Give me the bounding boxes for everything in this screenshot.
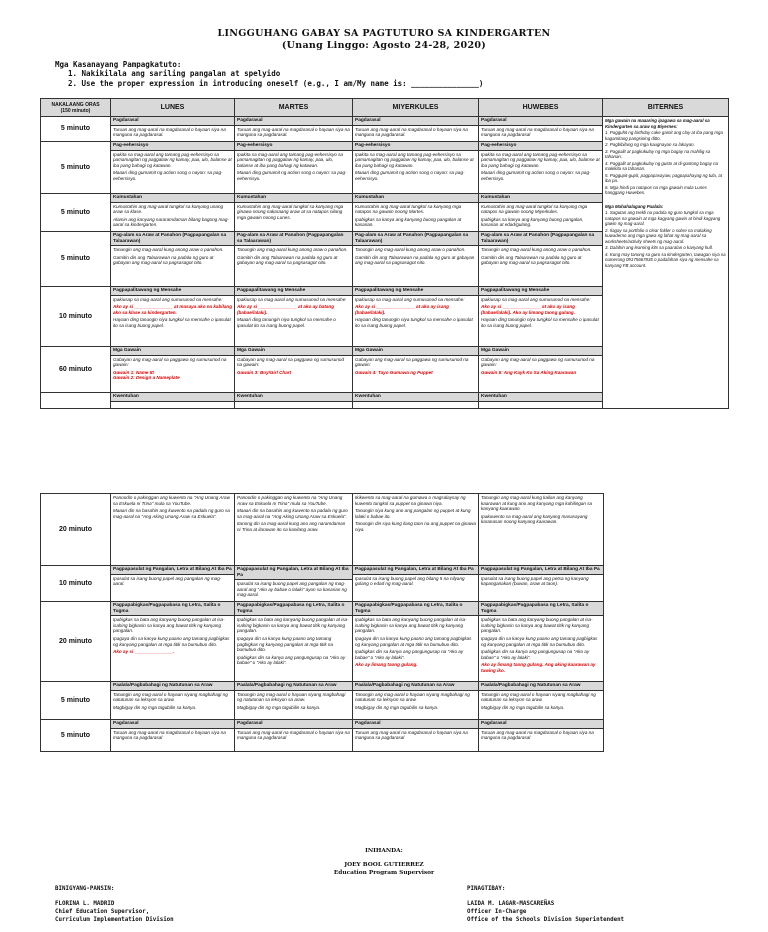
activity-text (235, 402, 352, 404)
activity-heading: Pag-eehersisyo (235, 142, 352, 151)
activity-cell (235, 286, 353, 346)
prepared-title: Education Program Supervisor (333, 870, 435, 876)
activity-paragraph: Gabayan ang mag-aaral sa paggawa ng sumusunod na gawain: (481, 356, 595, 368)
activity-text (111, 691, 234, 714)
approved-title-2: Office of the Schools Division Superintendent (467, 917, 625, 923)
activity-paragraph: Tanungin ang mag-aaral kung anong araw o panahon. (113, 247, 224, 253)
activity-heading: Kwentuhan (235, 393, 352, 402)
activity-paragraph: Ipakiusap sa mag-aaral ang sumusunod na mensahe: (113, 296, 223, 302)
friday-intro: Mga gawain na maaaring ipagawa sa mag-aaral sa Kindergarten sa araw ng Biyernes: (605, 118, 710, 129)
weekly-plan-table-2 (40, 493, 604, 752)
activity-paragraph: Maaari din na basahin ang kuwento na padala ng guro sa mag-aaral na "Ang Aking Unang Araw sa Eskuela". (113, 508, 230, 519)
activity-paragraph: Maaari ding gumamit ng action song o nayon: sa pag-eehersisyo. (237, 170, 347, 181)
prepared-name: JOEY BOOL GUTIERREZ (344, 862, 424, 868)
activity-heading: Pagpapasulat ng Pangalan, Letra at Bilang At Iba Pa (111, 566, 234, 575)
document-subtitle: (Unang Linggo: Agosto 24-28, 2020) (281, 40, 487, 51)
objectives-label: Mga Kasanayang Pampagkatuto: (55, 60, 182, 69)
activity-highlight: Gawain 4: Tayo Gumawa ng Puppet (355, 369, 433, 375)
activity-paragraph: Tanungin ang mag-aaral o hayaan siyang magbahagi ng natutunan sa leksyon sa araw. (113, 691, 228, 703)
friday-item: 6. Mga hindi pa natapos na mga gawain mula Lunes hanggang Huwebes. (605, 184, 707, 195)
activity-text (111, 575, 234, 590)
activity-cell (235, 231, 353, 286)
activity-heading: Kwentuhan (353, 393, 478, 402)
activity-text (479, 151, 602, 185)
time-cell: 5 minuto (41, 142, 111, 194)
activity-paragraph: Tanungin ang mag-aaral o hayaan siyang magbahagi ng natutunan sa leksyon sa araw. (481, 691, 596, 703)
day-header-tuesday: MARTES (235, 99, 353, 117)
activity-highlight: Ako ay limang taong gulang. Ang aking kaarawan ay tuwing iko. (481, 662, 596, 673)
activity-paragraph: Ipabigkas sa bata ang kanyang buong pangalan at isa-isahing bigkasin sa kanya ang bawat titik ng kanyang pangalan. (355, 617, 467, 634)
activity-heading: Pagdarasal (353, 720, 478, 729)
activity-paragraph: Turuan ang mag-aaral na magdarasal o hayaan siya na manguna sa pagdarasal. (355, 126, 468, 138)
activity-paragraph: Ipakiusap sa mag-aaral ang sumusunod na mensahe: (237, 296, 347, 302)
activity-paragraph: Itanong din sa mag-aaral kung ano ang naramdaman ni Trina at ilarawan ito sa kanilang araw. (237, 521, 346, 532)
activity-text (479, 691, 603, 714)
activity-text (353, 246, 478, 269)
friday-item: 2. Pagbibilang ng mga kaugnayan sa lakayan. (605, 142, 695, 147)
activity-paragraph: Ipagaya din sa kanya kung paano ang tamang pagbigkas ng kanyang pangalan at mga titik na bumubuo dito. (237, 635, 334, 653)
activity-paragraph: Ipasulat sa isang buong papel ang petsa ng kanyang kapanganakan (buwan, araw at taon). (481, 575, 589, 587)
activity-cell (235, 681, 353, 719)
activity-cell (235, 719, 353, 751)
time-cell: 20 minuto (41, 601, 111, 681)
activity-text (111, 203, 234, 231)
table-row (41, 719, 604, 751)
activity-paragraph: Ipabigkas sa kanya ang kanyang buong pangalan, kasarian at edad/gulang. (481, 216, 584, 228)
time-header: NAKALAANG ORAS (150 minuto) (41, 99, 111, 117)
activity-heading: Pagdarasal (479, 117, 602, 126)
activity-heading: Pagdarasal (353, 117, 478, 126)
day-header-friday: BITERNES (603, 99, 729, 117)
activity-text (479, 575, 603, 590)
activity-heading: Paalala/Pagbabahagi ng Natutunan sa Araw (111, 682, 234, 691)
day-header-monday: LUNES (111, 99, 235, 117)
activity-paragraph: Tanungin ang mag-aaral kung anong araw o panahon. (355, 247, 466, 253)
activity-heading: Pagpapasulat ng Pangalan, Letra at Bilang At Iba Pa (479, 566, 603, 575)
day-header-wednesday: MIYERKULES (353, 99, 479, 117)
friday-item: 5. Paggupit-gupit, pagpapasayaw, pagpapahayag ng tula, at iba pa. (605, 172, 722, 183)
activity-cell (479, 719, 604, 751)
activity-text (353, 402, 478, 404)
activity-paragraph: Ipabigkas sa bata ang kanyang buong pangalan at isa-isahing bigkasin sa kanya ang bawat titik ng kanyang pangalan. (481, 617, 593, 634)
objective-item-2: 2. Use the proper expression in introducing oneself (e.g., I am/My name is: _______________) (68, 79, 484, 88)
activity-heading: Pag-alam sa Araw at Panahon (Pagpapangalan sa Talaarawan) (235, 232, 352, 246)
activity-cell (479, 286, 603, 346)
activity-text (235, 580, 352, 601)
activity-text (111, 151, 234, 185)
reminder-item: 2. Ilagay sa portfolio o clear folder o sobre na malaking kuwaderno ang mga gawa ng lahat ng mag-aaral sa worksheets/activity sheets ng mag-aaral. (605, 227, 712, 244)
activity-heading: Pagpapabigkas/Pagpapabasa ng Letra, Salita o Tugma (353, 602, 478, 616)
activity-text (235, 203, 352, 224)
activity-highlight: Ako ay si _______________. (113, 649, 175, 655)
activity-text (479, 616, 603, 676)
time-cell: 5 minuto (41, 681, 111, 719)
activity-paragraph: Gabayan ang mag-aaral sa paggawa ng sumusunod na gawain: (355, 356, 469, 368)
activity-highlight: Ako ay si _______________ at masaya ako na kabilang ako sa klase sa kindergarten. (113, 304, 233, 315)
activity-heading: Pagpapalitawang ng Mensahe (111, 287, 234, 296)
activity-text (353, 296, 478, 332)
activity-text (111, 246, 234, 269)
activity-paragraph: Turuan ang mag-aaral na magdarasal o hayaan siya na manguna sa pagdarasal (237, 729, 350, 741)
activity-highlight: Ako ay si _______________ at ako ay isang (babae/lalaki). Ako ay limang taong gulang. (481, 304, 576, 315)
activity-text (111, 402, 234, 404)
activity-heading: Kumustahan (479, 194, 602, 203)
friday-item: 4. Paggalit at pagkukulay ng gusto at di-gustong bagay na makikita sa tahanan. (605, 160, 719, 171)
activity-cell (353, 286, 479, 346)
activity-text (235, 151, 352, 185)
activity-cell (479, 392, 603, 408)
reminder-item: 4. Kung may tanong sa guro sa kindergarten, tawagan siya sa numerong 09175667835 o padalahan siya ng mensahe sa kanyang FB account. (605, 251, 726, 268)
activity-text (235, 246, 352, 269)
activity-cell (479, 494, 604, 566)
approved-label: PINAGTIBAY: (467, 886, 506, 892)
activity-text (111, 616, 234, 658)
activity-text (353, 729, 478, 744)
activity-paragraph: Ipabigkas sa bata ang kanyang buong pangalan at isa-isahing bigkasin sa kanya ang bawat titik ng kanyang pangalan. (237, 617, 349, 634)
activity-cell (111, 231, 235, 286)
activity-paragraph: Ipabigkas din sa kanya ang pangungusap na "Ako ay babae" o "Ako ay lalaki". (355, 649, 464, 660)
activity-cell (111, 719, 235, 751)
activity-paragraph: Gabayan ang mag-aaral sa paggawa ng sumusunod na gawain: (237, 356, 345, 368)
activity-heading: Pagdarasal (479, 720, 603, 729)
activity-highlight: Ako ay si _______________ at ako ay batang (babae/lalaki). (237, 304, 335, 315)
activity-cell (353, 566, 479, 602)
activity-text (235, 296, 352, 332)
activity-heading: Pagpapalitawang ng Mensahe (479, 287, 602, 296)
activity-heading: Pagdarasal (235, 117, 352, 126)
activity-cell (235, 194, 353, 232)
activity-cell (111, 346, 235, 392)
activity-paragraph: Magbigay din ng mga tagubilin sa kanya. (355, 704, 439, 710)
activity-paragraph: Ipabigkas sa bata ang kanyang buong pangalan at isa-isahing bigkasin sa kanya ang bawat titik ng kanyang pangalan. (113, 617, 225, 634)
activity-paragraph: Ipabigkas sa kanya ang kanyang buong pangalan at kasarian. (355, 216, 462, 228)
activity-paragraph: Tanungin ang mag-aaral kung anong araw o panahon. (481, 247, 592, 253)
activity-cell (235, 566, 353, 602)
activity-paragraph: Ipakiusap sa mag-aaral ang sumusunod na mensahe: (355, 296, 465, 302)
activity-cell (479, 601, 604, 681)
activity-cell (235, 142, 353, 194)
activity-heading: Pagpapabigkas/Pagpapabasa ng Letra, Salita o Tugma (479, 602, 603, 616)
reminders-title: Mga Mahahalagang Paalala: (605, 203, 664, 209)
activity-cell (235, 392, 353, 408)
activity-paragraph: Gamitin din ang Talaarawan na padala ng guro at gabayan ang mag-aaral sa pagsasagot nito. (113, 254, 214, 266)
activity-paragraph: Hayaan ding tanungin niya tungkol sa mensahe o ipasulat ito sa isang buong papel. (113, 317, 231, 328)
activity-text (111, 296, 234, 332)
activity-cell (479, 681, 604, 719)
time-cell: 5 minuto (41, 719, 111, 751)
activity-text (479, 494, 603, 528)
activity-paragraph: Tanungin ang mag-aaral kung kailan ang kanyang kaarawan at kung ano ang kanyang mga kahilingan sa kanyang kaarawan. (481, 495, 593, 512)
activity-cell (353, 601, 479, 681)
activity-paragraph: Tanungin ang mag-aaral kung anong araw o panahon. (237, 247, 348, 253)
activity-paragraph: Maaari ding gumamit ng action song o nayon: sa pag-eehersisyo. (481, 170, 591, 181)
activity-paragraph: Gamitin din ang Talaarawan na padala ng guro at gabayan ang mag-aaral sa pagsasagot nito. (237, 254, 338, 266)
activity-cell (479, 346, 603, 392)
activity-heading: Mga Gawain (235, 347, 352, 356)
activity-cell (235, 494, 353, 566)
activity-text (479, 356, 602, 379)
activity-cell (111, 601, 235, 681)
approved-title-1: Officer In-Charge (467, 909, 527, 915)
friday-notes (603, 117, 729, 409)
activity-paragraph: Gabayan ang mag-aaral sa paggawa ng sumusunod na gawain: (113, 356, 227, 368)
activity-heading: Pagpapabigkas/Pagpapabasa ng Letra, Salita o Tugma (111, 602, 234, 616)
activity-paragraph: Ipasulat sa isang buong papel ang pangalan ng mag-aaral ang "Ako ay babae o lalaki" ayon sa kasarian ng mag-aaral. (237, 581, 347, 598)
activity-cell (479, 117, 603, 142)
activity-cell (479, 142, 603, 194)
activity-paragraph: Turuan ang mag-aaral na magdarasal o hayaan siya na manguna sa pagdarasal. (113, 126, 226, 138)
activity-paragraph: Gamitin din ang Talaarawan na padala ng guro at gabayan ang mag-aaral sa pagsasagot nito. (481, 254, 582, 266)
activity-heading: Pagpapalitawang ng Mensahe (353, 287, 478, 296)
activity-cell (111, 286, 235, 346)
activity-cell (353, 494, 479, 566)
activity-paragraph: Kumustahin ang mag-aaral tungkol sa kanyang mga natapos na gawain noong Miyerkules. (481, 203, 588, 215)
activity-text (479, 203, 602, 231)
activity-heading: Kwentuhan (479, 393, 602, 402)
activity-paragraph: Tanungin din siya kung ilang taon na ang puppet na ginawa niya. (355, 521, 476, 532)
activity-highlight: Gawain 5: Ang Kayk Ko Sa Aking Kaarawan (481, 369, 577, 375)
activity-heading: Pag-eehersisyo (479, 142, 602, 151)
friday-item: 3. Pagpalit at pagkukulay ng mga bagay na mahilig sa tahanan. (605, 148, 711, 159)
activity-heading: Pag-alam sa Araw at Panahon (Pagpapangalan sa Talaarawan) (479, 232, 602, 246)
activity-paragraph: Turuan ang mag-aaral na magdarasal o hayaan siya na manguna sa pagdarasal (481, 126, 594, 138)
time-cell (41, 392, 111, 408)
activity-heading: Paalala/Pagbabahagi ng Natutunan sa Araw (235, 682, 352, 691)
activity-cell (353, 346, 479, 392)
activity-text (353, 203, 478, 231)
activity-paragraph: Ipagaya din sa kanya kung paano ang tamang pagbigkas ng kanyang pangalan at mga titik na bumubuo dito. (113, 635, 230, 647)
activity-paragraph: Kumustahin ang mag-aaral tungkol sa kanyang mga natapos na gawain noong Martes. (355, 203, 462, 215)
activity-cell (235, 117, 353, 142)
activity-paragraph: Gamitin din ang Talaarawan na padala ng guro at gabayan ang mag-aaral sa pagsasagot nito. (355, 254, 475, 266)
time-cell: 60 minuto (41, 346, 111, 392)
activity-paragraph: Ipabigkas din sa kanya ang pangungusap na "Ako ay babae" o "Ako ay lalaki". (237, 654, 346, 666)
activity-heading: Kwentuhan (111, 393, 234, 402)
activity-paragraph: Ipakita sa mag-aaral ang tamang pag-eehersisyo sa pamamagitan ng paggalaw ng kamay, paa, ulo, balanse at iba pang bahagi ng katawan. (355, 151, 474, 168)
activity-text (111, 729, 234, 744)
reviewed-title-2: Curriculum Implementation Division (55, 917, 174, 923)
activity-cell (479, 231, 603, 286)
activity-paragraph: Ipabigkas din sa kanya ang pangungusap na "Ako ay babae" o "Ako ay lalaki". (481, 649, 590, 660)
activity-paragraph: Turuan ang mag-aaral na magdarasal o hayaan siya na manguna sa pagdarasal (355, 729, 468, 741)
activity-text (479, 126, 602, 141)
activity-heading: Pagdarasal (235, 720, 352, 729)
table-row (41, 566, 604, 602)
time-cell: 5 minuto (41, 117, 111, 142)
activity-heading: Paalala/Pagbabahagi ng Natutunan sa Araw (479, 682, 603, 691)
activity-cell (479, 194, 603, 232)
activity-text (353, 126, 478, 141)
activity-text (353, 494, 478, 536)
activity-paragraph: Ipagaya din sa kanya kung paano ang tamang pagbigkas ng kanyang pangalan at mga titik na bumubuo dito. (481, 635, 598, 647)
activity-text (479, 729, 603, 744)
time-cell: 5 minuto (41, 194, 111, 232)
activity-text (353, 575, 478, 590)
activity-paragraph: Ipagaya din sa kanya kung paano ang tamang pagbigkas ng kanyang pangalan at mga titik na bumubuo dito. (355, 635, 472, 647)
activity-cell (479, 566, 604, 602)
time-cell: 20 minuto (41, 494, 111, 566)
activity-paragraph: Ipakuwento sa mag-aaral ang kanyang masasayang karanasan noong kanyang kaarawan. (481, 513, 588, 525)
activity-text (235, 356, 352, 379)
reviewed-title-1: Chief Education Supervisor, (55, 909, 150, 915)
activity-text (235, 729, 352, 744)
activity-cell (353, 719, 479, 751)
activity-paragraph: Panoodin o pakinggan ang kuwento na "Ang Unang Araw sa Eskuela ni Trina" mula sa YouTube. (113, 495, 230, 506)
activity-highlight: Ako ay si _______________ at ako ay isang (babae/lalaki). (355, 304, 449, 315)
activity-cell (235, 346, 353, 392)
activity-paragraph: Ipakiusap sa mag-aaral ang sumusunod na mensahe: (481, 296, 591, 302)
approved-name: LAIDA M. LAGAR-MASCAREÑAS (467, 901, 555, 907)
activity-paragraph: Magbigay din ng mga tagubilin sa kanya. (237, 704, 321, 710)
activity-heading: Mga Gawain (353, 347, 478, 356)
time-cell: 10 minuto (41, 566, 111, 602)
activity-heading: Kumustahan (111, 194, 234, 203)
activity-paragraph: Tanungin ang mag-aaral o hayaan siyang magbahagi ng natutunan sa leksyon sa araw. (237, 691, 346, 703)
activity-paragraph: Magbigay din ng mga tagubilin sa kanya. (113, 704, 197, 710)
activity-paragraph: Kumustahin ang mag-aaral tungkol sa kanyang mga ginawa noong nakaraang araw at sa natapos nilang mga gawain noong Lunes. (237, 203, 344, 220)
reminder-item: 3. Dalahin ang learning kits sa paaralan o kanyang hull. (605, 245, 713, 250)
activity-cell (353, 142, 479, 194)
activity-highlight: Gawain 1: Name ID Gawain 2: Design a Nameplate (113, 369, 180, 381)
activity-heading: Mga Gawain (479, 347, 602, 356)
table-row (41, 494, 604, 566)
activity-heading: Pag-alam sa Araw at Panahon (Pagpapangalan sa Talaarawan) (353, 232, 478, 246)
activity-cell (353, 681, 479, 719)
activity-cell (353, 392, 479, 408)
objective-item-1: 1. Nakikilala ang sariling pangalan at spelyido (68, 69, 281, 78)
activity-text (479, 246, 602, 269)
activity-heading: Pagpapasulat ng Pangalan, Letra at Bilang At Iba Pa (353, 566, 478, 575)
activity-heading: Pagpapalitawang ng Mensahe (235, 287, 352, 296)
activity-text (235, 616, 352, 669)
activity-cell (111, 117, 235, 142)
activity-cell (235, 601, 353, 681)
activity-text (353, 356, 478, 379)
activity-text (235, 126, 352, 141)
activity-paragraph: Turuan ang mag-aaral na magdarasal o hayaan siya na manguna sa pagdarasal (481, 729, 594, 741)
activity-paragraph: Ikikwento sa mag-aaral na gumawa o magsalaysay ng kuwento tungkol sa puppet na ginawa niya. (355, 495, 466, 506)
prepared-label: INIHANDA: (365, 848, 403, 854)
activity-cell (353, 194, 479, 232)
activity-heading: Kumustahan (353, 194, 478, 203)
activity-cell (111, 194, 235, 232)
activity-text (111, 126, 234, 141)
activity-heading: Kumustahan (235, 194, 352, 203)
activity-paragraph: Alamin ang kanyang nararamdaman bilang bagong mag-aaral sa kindergarten. (113, 216, 229, 228)
reminder-item: 1. Sagutan ang tsekli na padala ng guro tungkol sa mga natapos na gawain at mga kagyang gawin at hindi kagyang gawin ng mag-aaral. (605, 210, 721, 226)
table-row (41, 601, 604, 681)
activity-cell (111, 681, 235, 719)
activity-paragraph: Turuan ang mag-aaral na magdarasal o hayaan siya na manguna sa pagdarasal (113, 729, 226, 741)
activity-text (353, 151, 478, 185)
activity-paragraph: Tanungin ang mag-aaral o hayaan siyang magbahagi ng natutunan sa leksyon sa araw. (355, 691, 470, 703)
activity-cell (111, 494, 235, 566)
activity-highlight: Gawain 3: Boy/Girl Chart (237, 369, 292, 375)
activity-paragraph: Ipakita sa mag-aaral ang tamang pag-eehersisyo sa pamamagitan ng paggalaw ng kamay, paa, ulo, balanse at iba pang bahagi ng katawan. (481, 151, 600, 168)
activity-paragraph: Ipakita sa mag-aaral ang tamang pag-eehersisyo sa pamamagitan ng paggalaw ng kamay, paa, ulo, balanse at iba pang bahagi ng katawan. (113, 151, 232, 168)
activity-paragraph: Tanungin siya kung ano ang pangalan ng puppet at kung lalaki o babae ito. (355, 508, 471, 519)
activity-heading: Paalala/Pagbabahagi ng Natutunan sa Araw (353, 682, 478, 691)
activity-paragraph: Panoodin o pakinggan ang kuwento na "Ang Unang Araw sa Eskuela ni Trina" mula sa YouTube. (237, 495, 343, 506)
table-row (41, 681, 604, 719)
activity-heading: Pagdarasal (111, 117, 234, 126)
activity-paragraph: Hayaan ding tanungin niya tungkol sa mensahe o ipasulat ito sa isang buong papel. (481, 317, 599, 328)
activity-text (111, 356, 234, 384)
friday-item: 1. Pagguhit ng birthday cake gamit ang clay at iba pang mga kagamitang pangsining ditto. (605, 130, 723, 141)
activity-heading: Pagdarasal (111, 720, 234, 729)
activity-paragraph: Kumustahin ang mag-aaral tungkol sa kanyang unang araw sa klase. (113, 203, 224, 215)
activity-paragraph: Maaari din na basahin ang kuwento na padala ng guro sa mag-aaral na "Ang Aking Unang Araw sa Eskuela". (237, 508, 348, 519)
activity-paragraph: Hayaan ding tanungin niya tungkol sa mensahe o ipasulat ito sa isang buong papel. (355, 317, 473, 328)
time-cell: 5 minuto (41, 231, 111, 286)
activity-text (479, 402, 602, 404)
activity-text (111, 494, 234, 522)
activity-highlight: Ako ay limang taong gulang. (355, 662, 418, 668)
activity-heading: Pag-eehersisyo (111, 142, 234, 151)
activity-paragraph: Maaari ding tanungin niya tungkol sa mensahe o ipasulat ito sa isang buong papel. (237, 317, 336, 328)
activity-cell (353, 117, 479, 142)
activity-cell (111, 566, 235, 602)
document-title: LINGGUHANG GABAY SA PAGTUTURO SA KINDERGARTEN (217, 28, 551, 39)
activity-paragraph: Ipasulat sa isang buong papel ang bilang 5 na nilyang gulang o edad ng mag-aaral. (355, 575, 465, 587)
activity-paragraph: Ipakita sa mag-aaral ang tamang pag-eehersisyo sa pamamagitan ng paggalaw ng kamay, paa, ulo, balanse at iba pang bahagi ng katawan. (237, 151, 343, 168)
activity-text (479, 296, 602, 332)
weekly-plan-table-1 (40, 98, 729, 409)
activity-text (235, 691, 352, 714)
day-header-thursday: HUWEBES (479, 99, 603, 117)
activity-heading: Pagpapabigkas/Pagpapabasa ng Letra, Salita o Tugma (235, 602, 352, 616)
activity-heading: Pagpapasulat ng Pangalan, Letra at Bilang At Iba Pa (235, 566, 352, 580)
reviewed-name: FLORINA L. MADRID (55, 901, 115, 907)
activity-heading: Mga Gawain (111, 347, 234, 356)
activity-heading: Pag-alam sa Araw at Panahon (Pagpapangalan sa Talaarawan) (111, 232, 234, 246)
activity-heading: Pag-eehersisyo (353, 142, 478, 151)
activity-paragraph: Ipasulat sa isang buong papel ang pangalan ng mag-aaral. (113, 575, 222, 587)
activity-cell (111, 142, 235, 194)
activity-cell (353, 231, 479, 286)
activity-cell (111, 392, 235, 408)
activity-text (353, 616, 478, 671)
activity-paragraph: Magbigay din ng mga tagubilin sa kanya. (481, 704, 565, 710)
activity-text (353, 691, 478, 714)
activity-paragraph: Maaari ding gumamit ng action song o nayon: sa pag-eehersisyo. (113, 170, 223, 181)
reviewed-label: BINIGYANG-PANSIN: (55, 886, 115, 892)
activity-paragraph: Turuan ang mag-aaral na magdarasal o hayaan siya na manguna sa pagdarasal. (237, 126, 350, 138)
table-row (41, 117, 729, 142)
time-cell: 10 minuto (41, 286, 111, 346)
activity-text (235, 494, 352, 536)
activity-paragraph: Maaari ding gumamit ng action song o nayon: sa pag-eehersisyo. (355, 170, 465, 181)
